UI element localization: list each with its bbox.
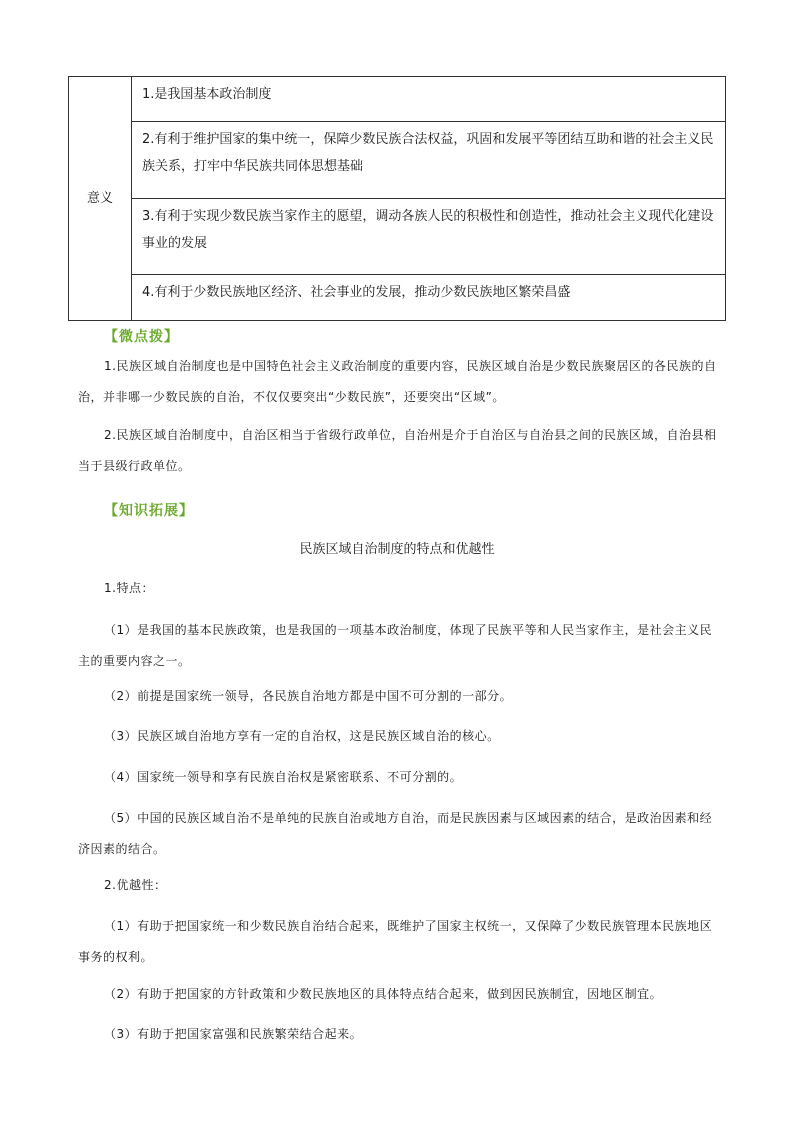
feature-item-1: （1）是我国的基本民族政策，也是我国的一项基本政治制度，体现了民族平等和人民当家作主，是社会主义民主的重要内容之一。 [78,623,713,668]
feature-item-2: （2）前提是国家统一领导，各民族自治地方都是中国不可分割的一部分。 [104,689,513,703]
table-label-significance: 意义 [69,77,132,321]
significance-item-3: 3.有利于实现少数民族当家作主的愿望，调动各族人民的积极性和创造性，推动社会主义现代化建设事业的发展 [132,199,726,275]
tips-heading: 【微点拨】 [104,329,179,345]
feature-item-3: （3）民族区域自治地方享有一定的自治权，这是民族区域自治的核心。 [104,729,500,743]
extension-heading: 【知识拓展】 [104,503,194,519]
advantages-label: 2.优越性： [104,878,167,892]
feature-item-4: （4）国家统一领导和享有民族自治权是紧密联系、不可分割的。 [104,770,463,784]
advantage-item-2: （2）有助于把国家的方针政策和少数民族地区的具体特点结合起来，做到因民族制宜，因地区制宜。 [104,987,663,1001]
tips-paragraph-2: 2.民族区域自治制度中，自治区相当于省级行政单位，自治州是介于自治区与自治县之间的民族区域，自治县相当于县级行政单位。 [78,428,717,473]
feature-item-5: （5）中国的民族区域自治不是单纯的民族自治或地方自治，而是民族因素与区域因素的结合，是政治因素和经济因素的结合。 [78,811,713,856]
significance-table [68,76,726,321]
significance-item-1: 1.是我国基本政治制度 [132,77,726,122]
features-label: 1.特点： [104,581,154,595]
significance-item-4: 4.有利于少数民族地区经济、社会事业的发展，推动少数民族地区繁荣昌盛 [132,275,726,321]
significance-item-2: 2.有利于维护国家的集中统一，保障少数民族合法权益，巩固和发展平等团结互助和谐的社会主义民族关系，打牢中华民族共同体思想基础 [132,122,726,199]
tips-paragraph-1: 1.民族区域自治制度也是中国特色社会主义政治制度的重要内容，民族区域自治是少数民族聚居区的各民族的自治，并非哪一少数民族的自治，不仅仅要突出“少数民族”，还要突出“区域”。 [78,359,717,404]
advantage-item-1: （1）有助于把国家统一和少数民族自治结合起来，既维护了国家主权统一，又保障了少数民族管理本民族地区事务的权利。 [78,919,713,964]
advantage-item-3: （3）有助于把国家富强和民族繁荣结合起来。 [104,1027,363,1041]
extension-title: 民族区域自治制度的特点和优越性 [299,542,495,557]
